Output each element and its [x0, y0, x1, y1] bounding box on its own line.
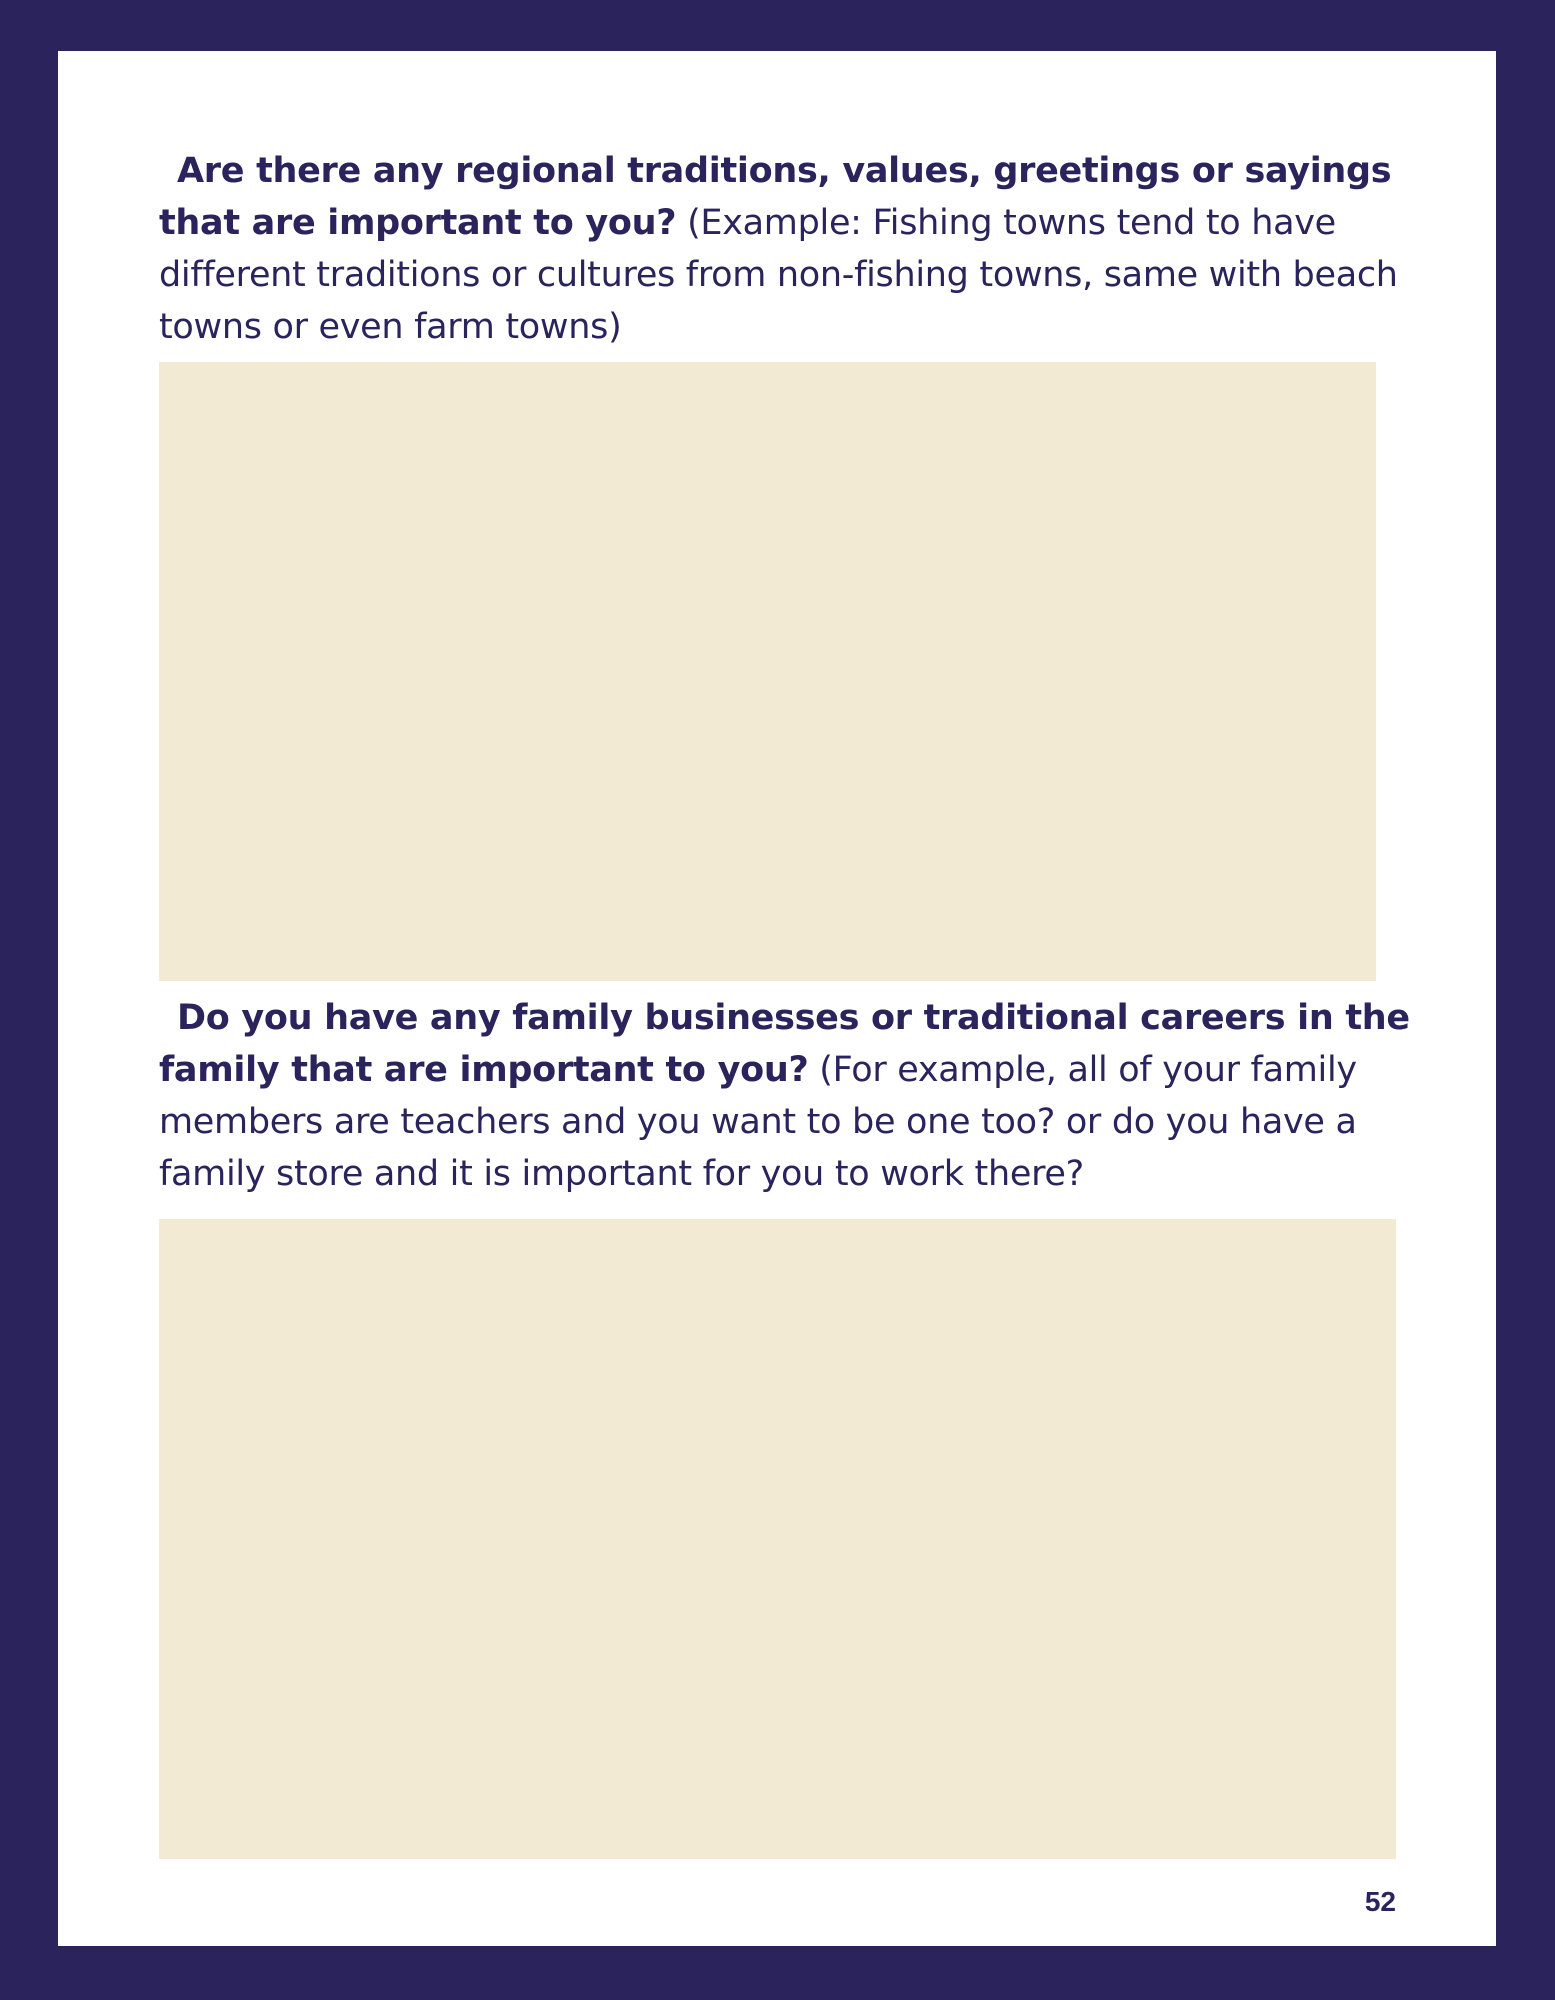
answer-box-2[interactable] — [159, 1219, 1396, 1859]
question-1-lead: Are there any regional traditions, values, greetings or sayings that are important to you? — [159, 151, 1392, 243]
answer-box-1[interactable] — [159, 362, 1376, 981]
page-number: 52 — [1364, 1886, 1396, 1917]
question-1 — [159, 145, 1434, 353]
question-1-detail: (Example: Fishing towns tend to have different traditions or cultures from non-fishing towns, same with beach towns or even farm towns) — [159, 203, 1398, 347]
question-2 — [159, 992, 1434, 1200]
question-2-lead: Do you have any family businesses or traditional careers in the family that are important to you? — [159, 998, 1410, 1090]
question-2-detail: (For example, all of your family members are teachers and you want to be one too? or do you have a family store and it is important for you to work there? — [159, 1050, 1357, 1194]
page — [58, 51, 1496, 1946]
